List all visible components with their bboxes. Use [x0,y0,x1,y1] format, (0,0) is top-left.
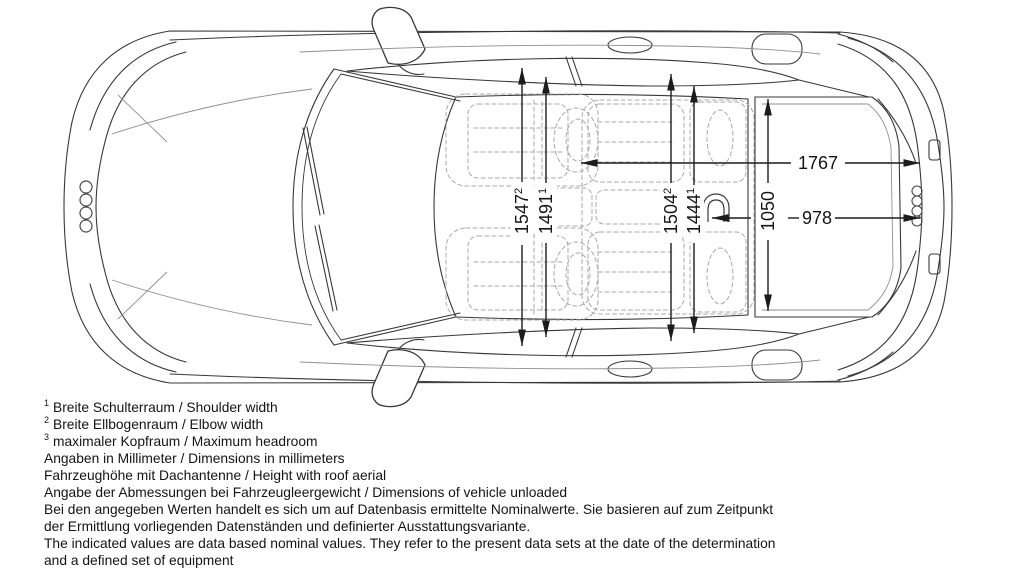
c-pillars [799,80,869,334]
footnote-line [44,484,775,501]
rear-bumper-line [848,38,944,376]
footnote-text: Breite Schulterraum / Shoulder width [53,400,278,415]
rear-seat-backrest [690,102,746,182]
footnote-ref: 2 [513,187,525,195]
rear-seat-cushion [588,104,684,182]
footnote-text: Bei den angegeben Werten handelt es sich um auf Datenbasis ermittelte Nominalwerte. Sie basieren auf zum Zeitpunkt [44,502,774,517]
dimension-label-978: 978 [801,208,833,228]
hood-leading-edge [96,52,186,362]
rear-headrest [707,110,733,166]
dimension-label-1504: 1504$^2$ [661,187,681,235]
footnote-line: $^2$ Breite Ellbogenraum / Elbow width [44,415,264,432]
rear-spoiler-lip [838,34,893,380]
footnote-ref: 2 [662,187,674,195]
dimension-label-1547: 1547$^2$ [512,187,532,235]
footnote-text: Fahrzeughöhe mit Dachantenne / Height with roof aerial [44,468,387,483]
roof-front-edge [434,97,456,317]
car-body-outline [64,7,952,406]
footnote-line: $^3$ maximaler Kopfraum / Maximum headroom [44,432,318,449]
footnote-text: Angabe der Abmessungen bei Fahrzeugleergewicht / Dimensions of vehicle unloaded [44,485,568,500]
footnote-text: Breite Ellbogenraum / Elbow width [53,417,264,432]
footnote-text: and a defined set of equipment [44,553,234,568]
hood-creases [112,89,312,325]
footnote-line [44,501,775,518]
dimension-label-1767: 1767 [797,153,839,173]
rear-seat-stitch-lines [598,252,672,292]
footnote-line [44,467,775,484]
front-seat-cushion [468,104,568,178]
front-headrest-inner [566,119,590,161]
front-seat-stitch-lines [474,262,562,286]
front-headrest [554,242,598,306]
front-seat-cushion [468,236,568,310]
front-bumper-line [90,284,176,372]
footnote-line [44,535,775,552]
windshield-base [293,69,334,345]
dimension-label-1444: 1444$^1$ [684,187,704,235]
footnote-text: maximaler Kopfraum / Maximum headroom [53,434,318,449]
side-mirror-top [372,7,425,64]
footnote-line: $^1$ Breite Schulterraum / Shoulder width [44,398,278,415]
audi-rings-icon [80,181,92,232]
footnote-text: The indicated values are data based nominal values. They refer to the present data sets at the date of the determination [44,536,776,551]
dimension-label-1491: 1491$^1$ [536,187,556,235]
footnote-line [44,552,775,569]
a-pillars [334,69,460,345]
front-bumper-line [90,42,176,130]
footnote-text: Angaben in Millimeter / Dimensions in millimeters [44,451,345,466]
rear-seat-cushion [588,232,684,310]
headlight-seams [118,95,167,319]
footnote-ref: 1 [685,187,697,195]
rear-headrest [707,248,733,304]
b-pillars [566,57,582,357]
footnote-line [44,450,775,467]
roof-side-edges [456,95,748,320]
mirror-arms [398,64,424,350]
rear-seat-backrest [690,232,746,312]
tailgate-seams [878,99,916,315]
front-seat-stitch-lines [474,128,562,152]
front-seat-backrest [534,234,542,314]
side-window-band-top [347,58,799,86]
front-headrest-inner [566,253,590,295]
front-seat-backrest [534,100,542,180]
side-window-band-bottom [347,328,799,356]
body-shoulder-lines [170,31,840,383]
aperture-inner-echo [762,104,893,310]
footnotes [44,399,775,569]
body-outer-contour [64,31,952,383]
footnote-line [44,518,775,535]
rear-seat-stitch-lines [598,122,672,162]
windshield-wipers [303,127,337,311]
audi-rings-icon [912,186,922,226]
footnote-ref: 1 [537,187,549,195]
dimension-label-1050: 1050 [758,190,778,232]
footnote-text: der Ermittlung vorliegenden Datenständen und definierter Ausstattungsvariante. [44,519,531,534]
